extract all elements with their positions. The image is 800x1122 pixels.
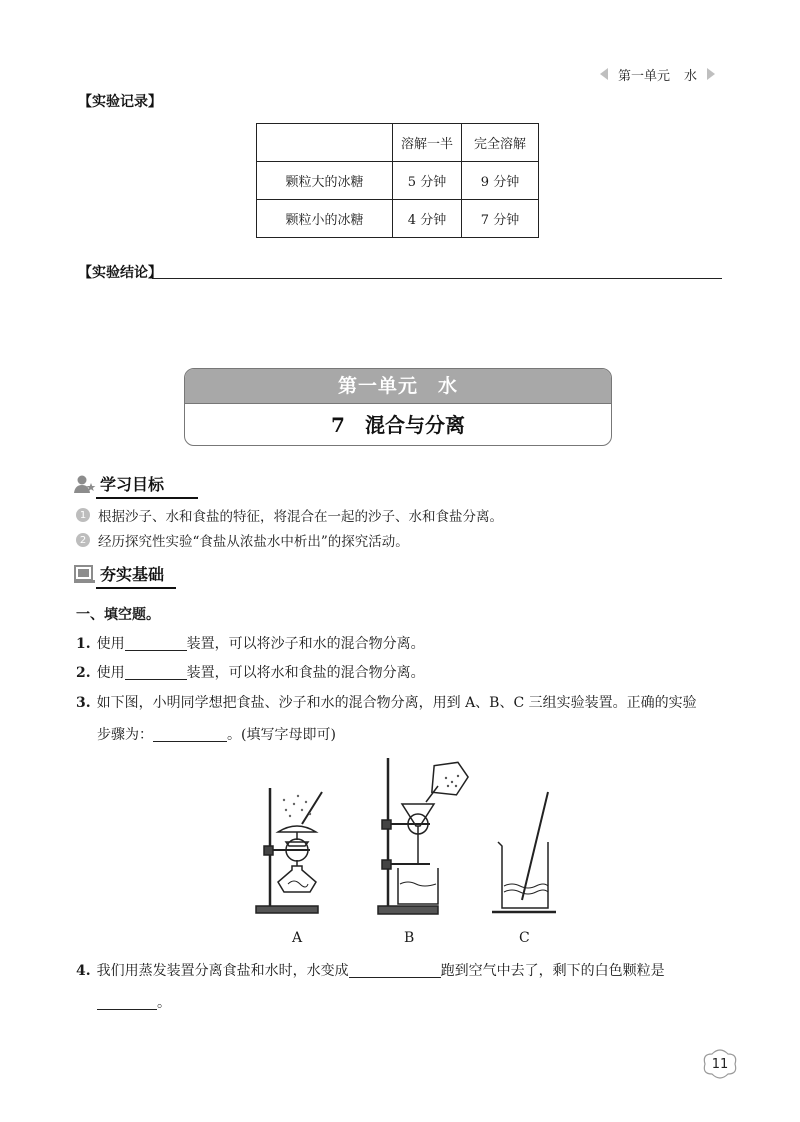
question-text: 我们用蒸发装置分离食盐和水时，水变成 — [96, 963, 349, 979]
table-row — [257, 162, 539, 200]
question-number: 3. — [76, 695, 91, 711]
table-header-row — [257, 124, 539, 162]
table-corner-cell — [257, 124, 393, 162]
question-3 — [76, 692, 697, 712]
question-text: 。(填写字母即可) — [227, 727, 336, 743]
header-subject: 水 — [684, 68, 698, 84]
question-4-line-2 — [97, 992, 171, 1012]
answer-blank[interactable] — [153, 727, 227, 742]
question-2 — [76, 662, 425, 682]
question-1 — [76, 633, 425, 653]
question-3-line-2 — [97, 724, 336, 744]
record-label: 【实验记录】 — [78, 94, 162, 110]
goal-number-badge: 2 — [76, 533, 90, 547]
goal-item — [76, 530, 409, 550]
table-cell: 颗粒小的冰糖 — [257, 200, 393, 238]
goal-number-badge: 1 — [76, 508, 90, 522]
table-cell: 5 分钟 — [393, 162, 462, 200]
header-unit: 第一单元 — [617, 68, 670, 84]
question-text: 。 — [157, 995, 171, 1011]
page-number-badge — [700, 1048, 740, 1080]
left-triangle-icon — [600, 68, 608, 80]
question-text: 使用 — [96, 636, 125, 652]
apparatus-b-filtration — [372, 756, 482, 916]
answer-blank[interactable] — [97, 995, 157, 1010]
figure-label-b: B — [404, 930, 415, 946]
unit-title: 第一单元 水 — [185, 369, 611, 403]
question-number: 1. — [76, 636, 91, 652]
running-header — [590, 64, 725, 84]
figure-label-c: C — [519, 930, 530, 946]
heading-underline — [96, 497, 198, 499]
goal-item — [76, 505, 503, 525]
table-cell: 9 分钟 — [462, 162, 539, 200]
right-triangle-icon — [707, 68, 715, 80]
basics-heading-text: 夯实基础 — [100, 565, 165, 584]
book-icon — [74, 564, 96, 584]
lesson-title: 7 混合与分离 — [185, 403, 611, 446]
table-cell: 颗粒大的冰糖 — [257, 162, 393, 200]
question-text: 步骤为： — [97, 727, 153, 743]
answer-blank[interactable] — [125, 636, 187, 651]
question-text: 如下图，小明同学想把食盐、沙子和水的混合物分离，用到 A、B、C 三组实验装置。正确的实验 — [96, 695, 697, 711]
question-4 — [76, 960, 665, 980]
table-cell: 4 分钟 — [393, 200, 462, 238]
conclusion-label: 【实验结论】 — [78, 265, 162, 281]
answer-blank[interactable] — [125, 665, 187, 680]
page-number: 11 — [711, 1056, 729, 1072]
goal-text: 经历探究性实验“食盐从浓盐水中析出”的探究活动。 — [98, 534, 409, 550]
answer-blank[interactable] — [349, 963, 441, 978]
table-row — [257, 200, 539, 238]
figure-label-a: A — [292, 930, 303, 946]
apparatus-c-dissolving — [490, 790, 560, 916]
table-cell: 7 分钟 — [462, 200, 539, 238]
table-header-cell: 溶解一半 — [393, 124, 462, 162]
lesson-title-box — [184, 368, 612, 446]
question-number: 2. — [76, 665, 91, 681]
question-number: 4. — [76, 963, 91, 979]
goal-text: 根据沙子、水和食盐的特征，将混合在一起的沙子、水和食盐分离。 — [98, 509, 503, 525]
table-header-cell: 完全溶解 — [462, 124, 539, 162]
record-table — [256, 123, 539, 238]
goals-heading-text: 学习目标 — [100, 475, 165, 494]
question-text: 装置，可以将水和食盐的混合物分离。 — [186, 665, 425, 681]
apparatus-a-evaporation — [250, 780, 350, 916]
fill-in-section-title: 一、填空题。 — [76, 607, 160, 623]
question-text: 使用 — [96, 665, 125, 681]
conclusion-answer-line[interactable] — [152, 278, 722, 279]
question-text: 跑到空气中去了，剩下的白色颗粒是 — [440, 963, 665, 979]
goals-heading — [74, 472, 164, 495]
question-text: 装置，可以将沙子和水的混合物分离。 — [186, 636, 425, 652]
student-icon — [74, 474, 96, 494]
heading-underline — [96, 587, 176, 589]
basics-heading — [74, 562, 164, 585]
